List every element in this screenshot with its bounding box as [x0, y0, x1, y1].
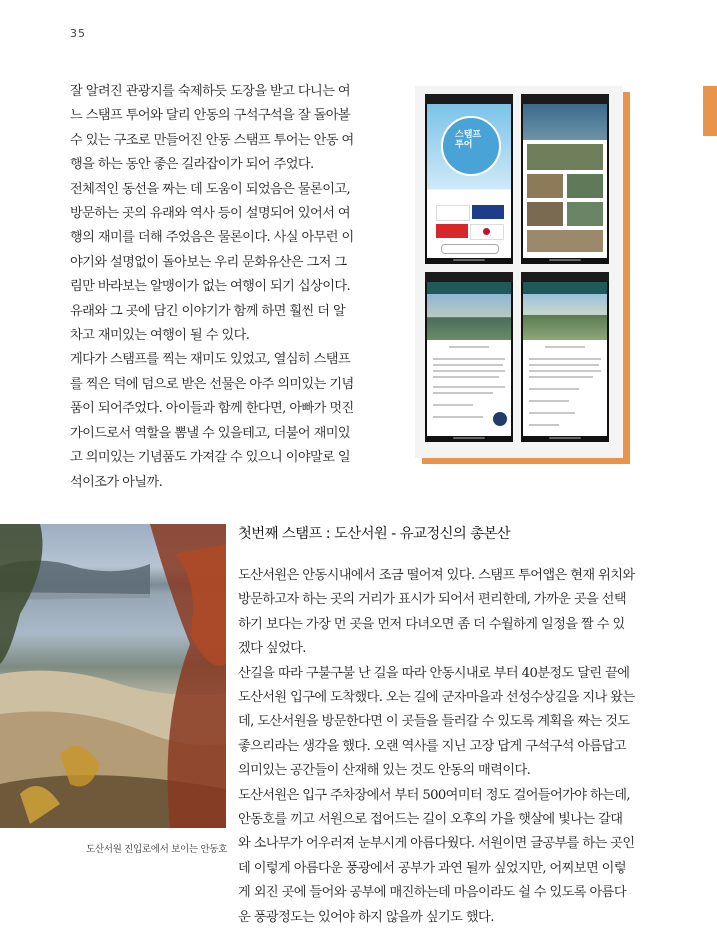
detail-screen	[523, 282, 607, 436]
text-line: 석이조가 아닐까.	[70, 474, 163, 490]
text-placeholder	[433, 376, 499, 378]
logo-line: 투어	[455, 140, 473, 150]
text-line: 의미있는 공간들이 산재해 있는 것도 안동의 매력이다.	[238, 763, 531, 779]
text-line: 수 있는 구조로 만들어진 안동 스탬프 투어는 안동 여	[70, 132, 354, 148]
list-header-image	[523, 104, 607, 140]
text-line: 게다가 스탬프를 찍는 재미도 있었고, 열심히 스탬프	[70, 352, 351, 368]
text-line: 잘 알려진 관광지를 숙제하듯 도장을 받고 다니는 여	[70, 84, 351, 99]
text-line: 방문하는 곳의 유래와 역사 등이 설명되어 있어서 여	[70, 206, 351, 222]
china-flag-icon	[436, 224, 468, 238]
app-screenshots	[415, 86, 623, 458]
text-placeholder	[529, 364, 599, 366]
text-line: 게 외진 곳에 들어와 공부에 매진하는데 마음이라도 쉴 수 있도록 아름다	[238, 885, 626, 901]
text-placeholder	[529, 370, 601, 372]
text-line: 림만 바라보는 알맹이가 없는 여행이 되기 십상이다.	[70, 279, 351, 295]
status-bar	[425, 272, 513, 282]
home-indicator	[453, 437, 485, 439]
stamp-badge-icon	[493, 412, 507, 426]
uk-flag-icon	[472, 205, 504, 219]
text-line: 도산서원은 안동시내에서 조금 떨어져 있다. 스탬프 투어앱은 현재 위치와	[238, 568, 635, 583]
text-line: 행의 재미를 더해 주었음은 물론이다. 사실 아무런 이	[70, 230, 354, 246]
text-placeholder	[433, 364, 503, 366]
app-logo-text	[455, 130, 481, 150]
text-line: 하기 보다는 가장 먼 곳을 먼저 다녀오면 좀 더 수월하게 일정을 짤 수 있	[238, 616, 625, 632]
text-line: 좋으리라는 생각을 했다. 오랜 역사를 지닌 고장 답게 구석구석 아름답고	[238, 738, 626, 754]
home-indicator	[549, 437, 581, 439]
text-line: 데 이렇게 아름다운 풍광에서 공부가 과연 될까 싶었지만, 어찌보면 이렇	[238, 860, 626, 876]
text-placeholder	[529, 412, 575, 414]
detail-screen	[427, 282, 511, 436]
text-placeholder	[529, 358, 601, 360]
text-placeholder	[433, 404, 473, 406]
section-body-text	[238, 564, 690, 930]
text-placeholder	[433, 392, 493, 394]
text-line: 행을 하는 동안 좋은 길라잡이가 되어 주었다.	[70, 157, 314, 173]
text-line: 와 소나무가 어우러져 눈부시게 아름다웠다. 서원이면 글공부를 하는 곳인	[238, 836, 635, 852]
phone-screen-detail-1	[425, 272, 513, 442]
text-line: 운 풍광정도는 있어야 하지 않을까 싶기도 했다.	[238, 909, 494, 925]
photo-caption: 도산서원 진입로에서 보이는 안동호	[86, 844, 227, 855]
phone-screen-list	[521, 94, 609, 264]
place-photo	[523, 294, 607, 340]
text-line: 겠다 싶었다.	[238, 641, 306, 657]
logo-line: 스탬프	[455, 130, 482, 140]
start-button	[441, 244, 499, 254]
text-line: 도산서원 입구에 도착했다. 오는 길에 군자마을과 선성수상길을 지나 왔는	[238, 690, 635, 706]
status-bar	[521, 94, 609, 104]
place-thumbnail	[567, 174, 603, 198]
place-thumbnail	[527, 174, 563, 198]
text-line: 품이 되어주었다. 아이들과 함께 한다면, 아빠가 멋진	[70, 401, 354, 417]
page-number: 35	[70, 27, 86, 40]
text-placeholder	[529, 376, 593, 378]
text-line: 야기와 설명없이 돌아보는 우리 문화유산은 그저 그	[70, 254, 347, 270]
status-bar	[425, 94, 513, 104]
text-line: 안동호를 끼고 서원으로 접어드는 길이 오후의 가을 햇살에 빛나는 갈대	[238, 812, 623, 828]
text-placeholder	[529, 400, 569, 402]
japan-flag-icon	[470, 224, 504, 240]
section-title: 첫번째 스탬프 : 도산서원 - 유교정신의 총본산	[238, 526, 511, 542]
text-line: 고 의미있는 기념품도 가져갈 수 있으니 이야말로 일	[70, 450, 351, 466]
text-line: 유래와 그 곳에 담긴 이야기가 함께 하면 훨씬 더 알	[70, 303, 346, 319]
text-placeholder	[433, 416, 483, 418]
phone-screen-home	[425, 94, 513, 264]
text-line: 가이드로서 역할을 뽐낼 수 있을테고, 더불어 재미있	[70, 425, 351, 441]
intro-text	[70, 80, 388, 495]
text-placeholder	[433, 386, 505, 388]
status-bar	[521, 272, 609, 282]
list-screen	[523, 104, 607, 258]
lake-photo	[0, 524, 226, 828]
accent-bar	[703, 86, 717, 136]
text-line: 산길을 따라 구불구불 난 길을 따라 안동시내로 부터 40분정도 달린 끝에	[238, 665, 630, 681]
home-indicator	[549, 259, 581, 261]
detail-nav-bar	[523, 282, 607, 294]
text-placeholder	[545, 346, 585, 348]
language-flags	[435, 204, 505, 242]
detail-nav-bar	[427, 282, 511, 294]
phone-screen-detail-2	[521, 272, 609, 442]
text-line: 방문하고자 하는 곳의 거리가 표시가 되어서 편리한데, 가까운 곳을 선택	[238, 592, 626, 608]
text-line: 데, 도산서원을 방문한다면 이 곳들을 들러갈 수 있도록 계획을 짜는 것도	[238, 714, 630, 730]
place-thumbnail	[567, 202, 603, 226]
text-placeholder	[529, 424, 559, 426]
text-line: 를 찍은 덕에 덤으로 받은 선물은 아주 의미있는 기념	[70, 376, 354, 392]
text-line: 도산서원은 입구 주차장에서 부터 500여미터 정도 걸어들어가야 하는데,	[238, 787, 630, 803]
text-line: 느 스탬프 투어와 달리 안동의 구석구석을 잘 돌아볼	[70, 108, 351, 124]
text-placeholder	[449, 346, 489, 348]
place-thumbnail	[527, 202, 563, 226]
text-placeholder	[433, 358, 505, 360]
korea-flag-icon	[436, 205, 470, 221]
lake-photo-illustration	[0, 524, 226, 828]
home-indicator	[453, 259, 485, 261]
place-thumbnail	[527, 230, 603, 252]
text-line: 전체적인 동선을 짜는 데 도움이 되었음은 물론이고,	[70, 181, 351, 197]
text-line: 차고 재미있는 여행이 될 수 있다.	[70, 328, 250, 344]
text-placeholder	[433, 370, 505, 372]
home-screen	[427, 104, 511, 258]
text-placeholder	[529, 388, 579, 390]
place-thumbnail	[527, 144, 603, 170]
place-photo	[427, 294, 511, 340]
